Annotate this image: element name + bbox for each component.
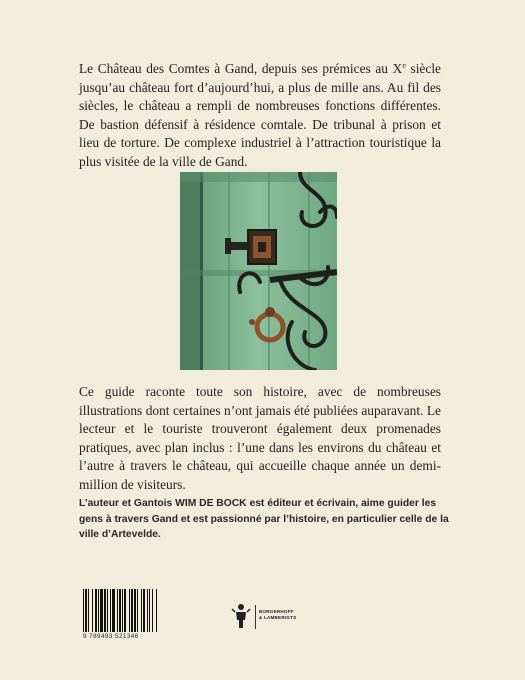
door-photo	[180, 172, 337, 370]
author-bio: L’auteur et Gantois WIM DE BOCK est éditeur et écrivain, aime guider les gens à travers Gand et est passionné par l’histoire, en particulier celle de la ville d’Artevelde.	[79, 498, 449, 540]
guide-text: Ce guide raconte toute son histoire, avec de nombreuses illustrations dont certaines n’ont jamais été publiées auparavant. Le lecteur et le touriste trouveront également deux promenades pratiques, avec plan inclus : l’une dans les environs du château et l’autre à travers le château, qui accueille chaque année un demi-million de visiteurs.	[79, 384, 441, 492]
figure-silhouette-icon	[231, 603, 251, 629]
publisher-line-2: & LAMBERIGTS	[259, 615, 297, 620]
barcode-number: 9 789493 521346	[83, 633, 139, 640]
publisher-name	[259, 609, 296, 621]
intro-text-start: Le Château des Comtes à Gand, depuis ses prémices au X	[79, 61, 403, 76]
intro-paragraph	[79, 57, 441, 172]
intro-text-end: siècle jusqu’au château fort d’aujourd’hui, a plus de mille ans. Au fil des siècles, le château a rempli de nombreuses fonctions différentes. De bastion défensif à résidence comtale. De tribunal à prison et lieu de torture. De complexe industriel à l’attraction touristique la plus visitée de la ville de Gand.	[79, 61, 441, 169]
century-superscript: e	[402, 61, 406, 70]
guide-paragraph	[79, 383, 441, 495]
barcode	[83, 589, 173, 632]
publisher-divider	[255, 605, 256, 629]
publisher-line-1: BORGERHOFF	[259, 609, 294, 614]
